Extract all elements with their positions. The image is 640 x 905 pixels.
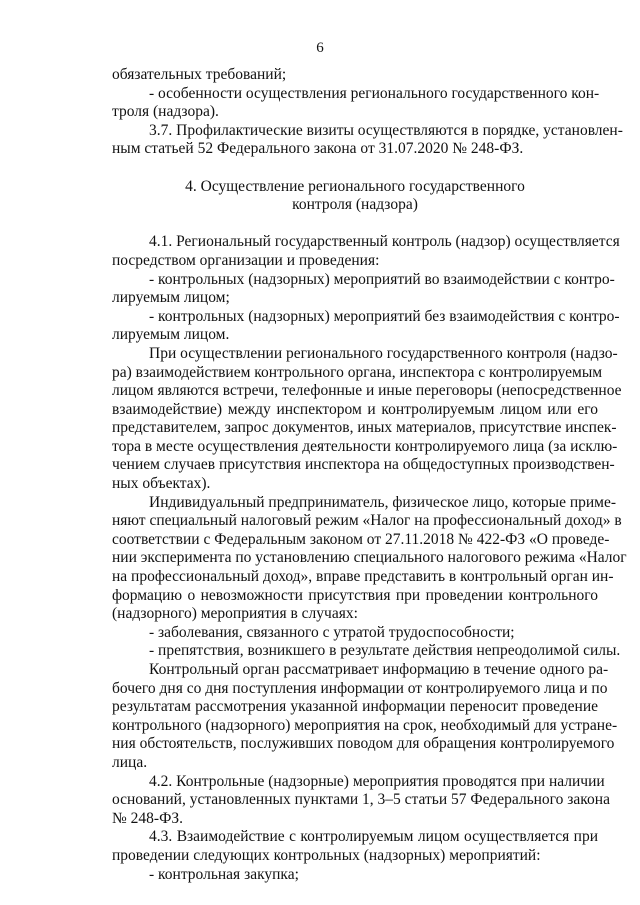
text-line: - препятствия, возникшего в результате действия непреодолимой силы.	[149, 642, 621, 660]
text-line: 3.7. Профилактические визиты осуществляются в порядке, установлен-	[149, 121, 623, 139]
text-line: результатам рассмотрения указанной информации переносит проведение	[112, 698, 598, 716]
text-line: При осуществлении регионального государственного контроля (надзо-	[149, 344, 618, 362]
text-line: - особенности осуществления регионального государственного кон-	[149, 84, 600, 102]
text-line: Индивидуальный предприниматель, физическое лицо, которые приме-	[149, 493, 617, 511]
text-line: лицом являются встречи, телефонные и иные переговоры (непосредственное	[112, 382, 622, 400]
text-line: Контрольный орган рассматривает информацию в течение одного ра-	[149, 661, 609, 678]
text-line: контрольного (надзорного) мероприятия на срок, необходимый для устране-	[112, 716, 618, 734]
text-line: посредством организации и проведения:	[112, 251, 380, 269]
text-line: формацию о невозможности присутствия при проведении контрольного	[112, 586, 598, 604]
section-heading: 4. Осуществление регионального государственного	[185, 177, 525, 195]
text-line: ния обстоятельств, послуживших поводом для обращения контролируемого	[112, 735, 615, 753]
text-line: ным статьей 52 Федерального закона от 31.07.2020 № 248-ФЗ.	[112, 140, 524, 158]
text-line: чением случаев присутствия инспектора на общедоступных производствен-	[112, 456, 615, 474]
section-heading: контроля (надзора)	[292, 196, 418, 214]
text-line: - контрольных (надзорных) мероприятий во взаимодействии с контро-	[149, 270, 615, 288]
text-line: - контрольных (надзорных) мероприятий без взаимодействия с контро-	[149, 307, 620, 325]
text-line: взаимодействие) между инспектором и контролируемым лицом или его	[112, 400, 598, 418]
spacer	[112, 215, 598, 234]
text-line: ных объектах).	[112, 475, 211, 493]
text-line: 4.3. Взаимодействие с контролируемым лицом осуществляется при	[149, 828, 598, 846]
text-line: представителем, запрос документов, иных материалов, присутствие инспек-	[112, 419, 617, 437]
text-line: соответствии с Федеральным законом от 27.11.2018 № 422-ФЗ «О проведе-	[112, 530, 610, 548]
text-line: проведении следующих контрольных (надзорных) мероприятий:	[112, 846, 541, 864]
text-line: троля (надзора).	[112, 103, 219, 121]
text-line: лируемым лицом;	[112, 289, 230, 307]
text-line: (надзорного) мероприятия в случаях:	[112, 605, 358, 623]
text-line: - контрольная закупка;	[149, 865, 299, 883]
text-line: нии эксперимента по установлению специального налогового режима «Налог	[112, 549, 627, 567]
text-line: № 248-ФЗ.	[112, 809, 183, 827]
text-line: - заболевания, связанного с утратой трудоспособности;	[149, 623, 515, 641]
text-line: 4.2. Контрольные (надзорные) мероприятия проводятся при наличии	[149, 772, 605, 790]
text-line: обязательных требований;	[112, 66, 287, 83]
text-line: лица.	[112, 753, 148, 771]
text-line: тора в месте осуществления деятельности контролируемого лица (за исклю-	[112, 437, 618, 455]
document-body	[112, 66, 627, 884]
text-line: на профессиональный доход», вправе представить в контрольный орган ин-	[112, 568, 614, 586]
spacer	[112, 159, 598, 178]
text-line: ра) взаимодействием контрольного органа, инспектора с контролируемым	[112, 363, 603, 381]
text-line: оснований, установленных пунктами 1, 3–5 статьи 57 Федерального закона	[112, 791, 610, 809]
text-line: бочего дня со дня поступления информации от контролируемого лица и по	[112, 679, 608, 697]
text-line: лируемым лицом.	[112, 326, 230, 344]
text-line: няют специальный налоговый режим «Налог на профессиональный доход» в	[112, 512, 622, 530]
page-number: 6	[316, 40, 324, 56]
text-line: 4.1. Региональный государственный контроль (надзор) осуществляется	[149, 233, 620, 251]
